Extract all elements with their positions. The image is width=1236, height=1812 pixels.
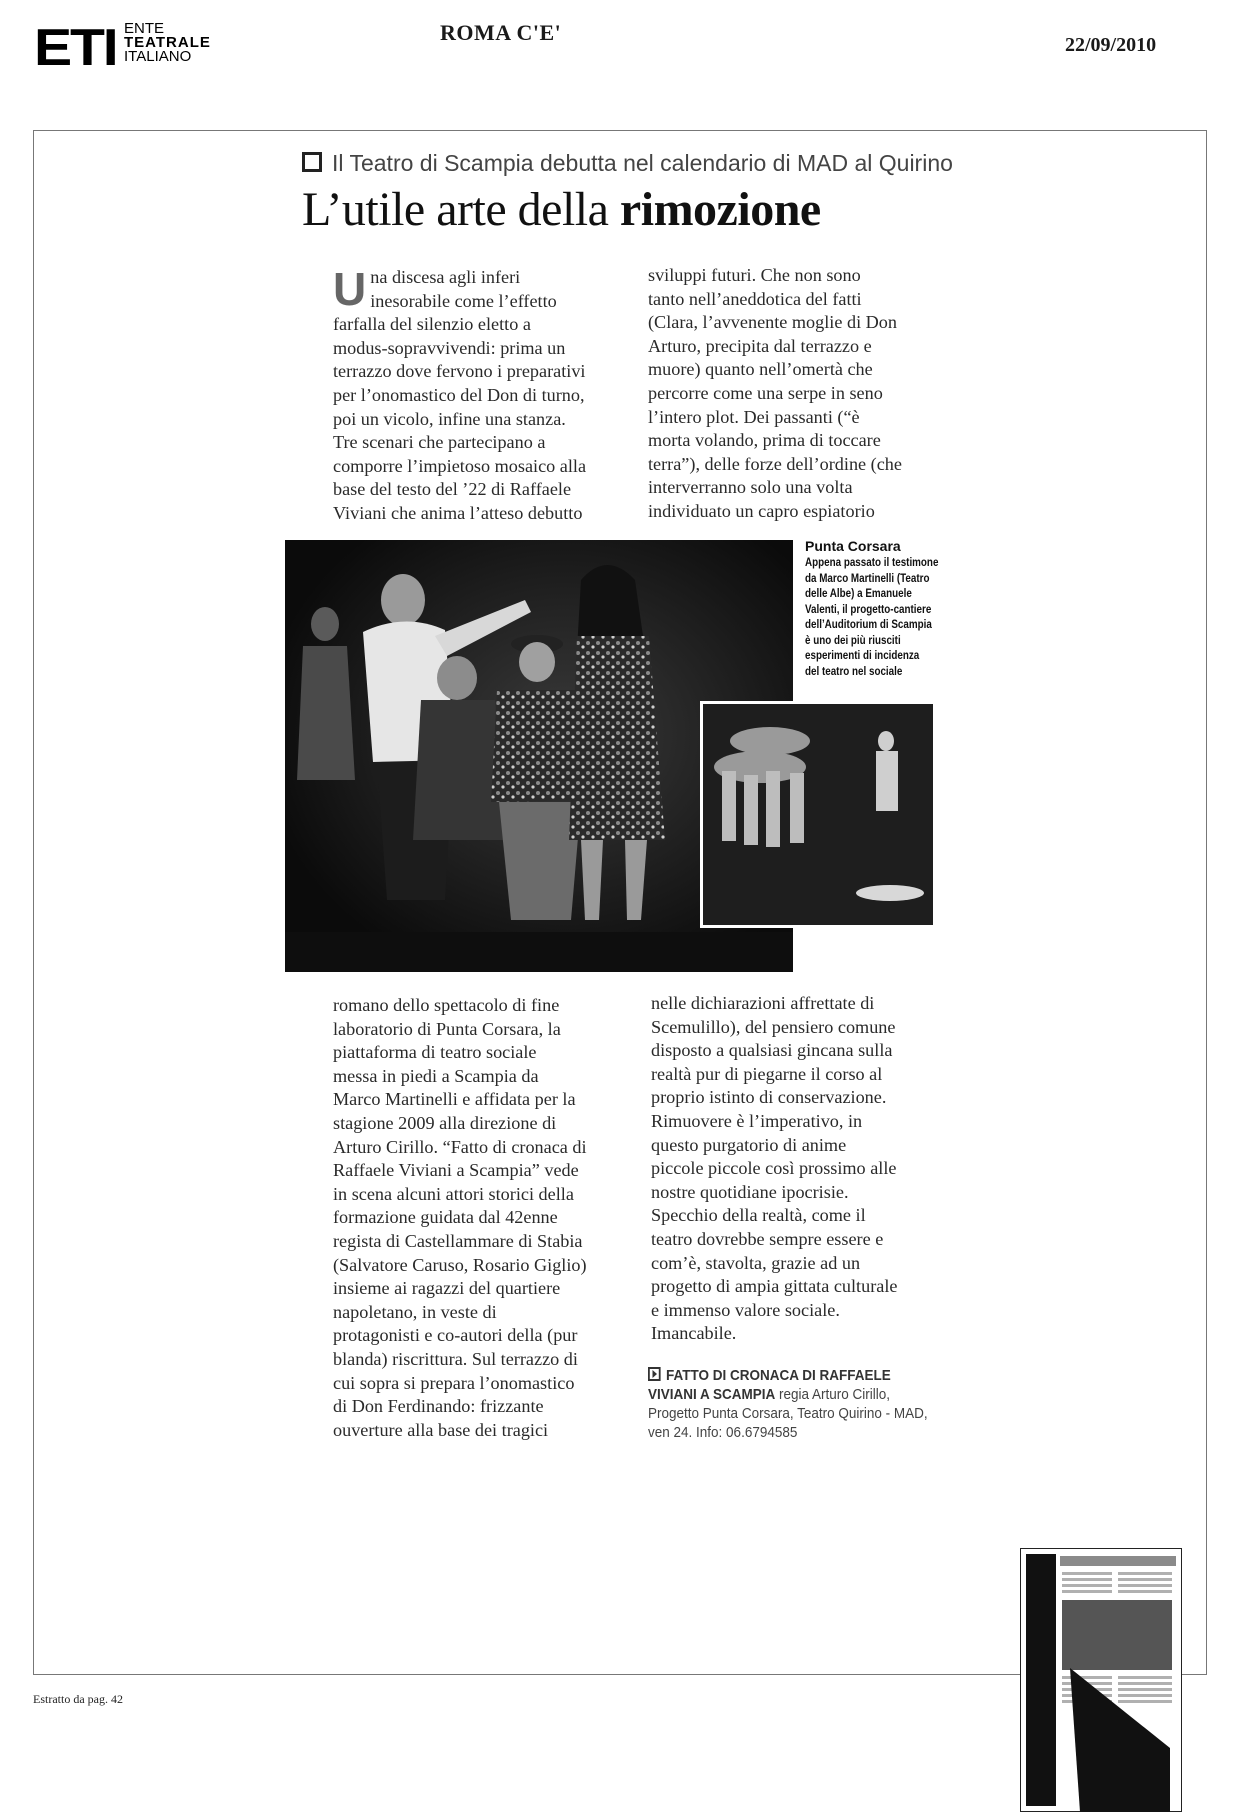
text-line: protagonisti e co-autori della (pur [333, 1325, 578, 1346]
text-line: muore) quanto nell’omertà che [648, 359, 873, 380]
caption-line: dell’Auditorium di Scampia [805, 617, 932, 631]
drop-cap: U [333, 263, 367, 315]
caption-line: da Marco Martinelli (Teatro [805, 570, 930, 585]
text-line: Imancabile. [651, 1323, 737, 1344]
text-line: poi un vicolo, infine una stanza. [333, 408, 566, 429]
text-line: proprio istinto di conservazione. [651, 1087, 887, 1108]
text-line: in scena alcuni attori storici della [333, 1183, 574, 1204]
text-line: inesorabile come l’effetto [370, 290, 557, 311]
caption-line: delle Albe) a Emanuele [805, 586, 912, 600]
publication-name: ROMA C'E' [440, 20, 562, 45]
caption-title: Punta Corsara [805, 538, 901, 554]
text-line: na discesa agli inferi [370, 267, 521, 287]
text-line: regista di Castellammare di Stabia [333, 1230, 583, 1251]
article-headline: L’utile arte della rimozione [302, 183, 821, 236]
text-line: com’è, stavolta, grazie ad un [651, 1252, 861, 1273]
page-thumbnail [1020, 1548, 1182, 1812]
article-column-2-top [648, 264, 902, 524]
text-line: modus-sopravvivendi: prima un [333, 337, 566, 358]
text-line: napoletano, in veste di [333, 1301, 497, 1322]
text-line: Arturo Cirillo. “Fatto di cronaca di [333, 1136, 587, 1157]
text-line: romano dello spettacolo di fine [333, 995, 560, 1015]
text-line: Marco Martinelli e affidata per la [333, 1089, 576, 1110]
text-line: formazione guidata dal 42enne [333, 1207, 558, 1228]
page-footer: Estratto da pag. 42 [33, 1692, 123, 1706]
text-line: farfalla del silenzio eletto a [333, 314, 531, 335]
logo-text: ENTE TEATRALE ITALIANO [124, 20, 211, 65]
caption-line: è uno dei più riusciti [805, 632, 901, 647]
text-line: teatro dovrebbe sempre essere e [651, 1228, 884, 1249]
text-line: Arturo, precipita dal terrazzo e [648, 335, 872, 356]
text-line: tanto nell’aneddotica del fatti [648, 288, 862, 309]
text-line: stagione 2009 alla direzione di [333, 1112, 557, 1133]
logo-mark: ETI [34, 19, 117, 77]
text-line: interverranno solo una volta [648, 477, 853, 498]
text-line: insieme ai ragazzi del quartiere [333, 1278, 561, 1299]
text-line: piccole piccole così prossimo alle [651, 1158, 897, 1179]
eti-logo [34, 19, 224, 77]
text-line: realtà pur di piegarne il corso al [651, 1063, 883, 1084]
text-line: Tre scenari che partecipano a [333, 432, 546, 453]
text-line: Viviani che anima l’atteso debutto [333, 502, 583, 523]
article-kicker: Il Teatro di Scampia debutta nel calendario di MAD al Quirino [302, 150, 953, 177]
caption-line: Appena passato il testimone [805, 555, 939, 569]
caption-line: esperimenti di incidenza [805, 648, 920, 662]
text-line: laboratorio di Punta Corsara, la [333, 1018, 561, 1039]
text-line: e immenso valore sociale. [651, 1299, 840, 1320]
text-line: Specchio della realtà, come il [651, 1205, 866, 1226]
text-line: l’intero plot. Dei passanti (“è [648, 406, 860, 427]
caption-line: Valenti, il progetto-cantiere [805, 601, 932, 616]
play-arrow-icon [648, 1367, 661, 1381]
stage-inset-photo [700, 701, 936, 928]
caption-line: del teatro nel sociale [805, 663, 903, 678]
text-line: ouverture alla base dei tragici [333, 1419, 549, 1440]
article-column-1-top [333, 263, 587, 526]
square-bullet-icon [302, 152, 322, 172]
article-column-1-bottom [333, 994, 587, 1442]
text-line: messa in piedi a Scampia da [333, 1065, 539, 1086]
text-line: comporre l’impietoso mosaico alla [333, 455, 587, 476]
text-line: cui sopra si prepara l’onomastico [333, 1372, 575, 1393]
text-line: Rimuovere è l’imperativo, in [651, 1110, 863, 1131]
text-line: nostre quotidiane ipocrisie. [651, 1181, 849, 1202]
text-line: per l’onomastico del Don di turno, [333, 384, 585, 405]
text-line: (Clara, l’avvenente moglie di Don [648, 312, 897, 333]
text-line: nelle dichiarazioni affrettate di [651, 993, 875, 1013]
text-line: blanda) riscrittura. Sul terrazzo di [333, 1348, 578, 1369]
photo-caption [805, 538, 968, 679]
text-line: terra”), delle forze dell’ordine (che [648, 453, 902, 474]
text-line: piattaforma di teatro sociale [333, 1042, 537, 1063]
text-line: questo purgatorio di anime [651, 1134, 847, 1155]
text-line: morta volando, prima di toccare [648, 430, 881, 451]
text-line: progetto di ampia gittata culturale [651, 1276, 898, 1297]
text-line: percorre come una serpe in seno [648, 382, 883, 403]
text-line: base del testo del ’22 di Raffaele [333, 479, 572, 500]
article-column-2-bottom [651, 992, 897, 1346]
text-line: di Don Ferdinando: frizzante [333, 1396, 544, 1417]
text-line: (Salvatore Caruso, Rosario Giglio) [333, 1254, 587, 1275]
text-line: Scemulillo), del pensiero comune [651, 1016, 896, 1037]
text-line: Raffaele Viviani a Scampia” vede [333, 1160, 579, 1181]
caption-body [805, 555, 938, 679]
text-line: disposto a qualsiasi gincana sulla [651, 1040, 893, 1061]
text-line: individuato un capro espiatorio [648, 500, 875, 521]
event-info: FATTO DI CRONACA DI RAFFAELE VIVIANI A SCAMPIA regia Arturo Cirillo, Progetto Punta Corsara, Teatro Quirino - MAD, ven 24. Info: 06.6794585 [648, 1367, 928, 1441]
text-line: terrazzo dove fervono i preparativi [333, 361, 586, 382]
text-line: sviluppi futuri. Che non sono [648, 265, 861, 285]
publication-date: 22/09/2010 [1065, 34, 1157, 56]
